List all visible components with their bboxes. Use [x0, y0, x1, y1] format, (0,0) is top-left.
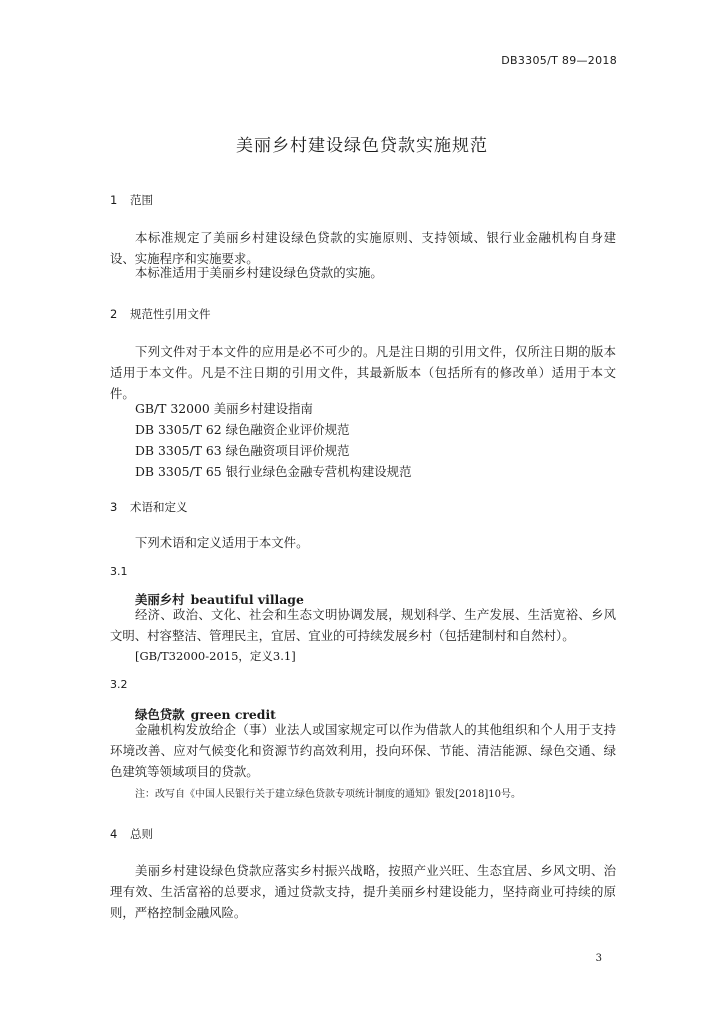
section-title: 规范性引用文件 — [130, 307, 211, 321]
section-1-paragraph: 本标准规定了美丽乡村建设绿色贷款的实施原则、支持领域、银行业金融机构自身建设、实施程序和实施要求。 — [110, 230, 616, 266]
standard-code: DB3305/T 89—2018 — [501, 54, 617, 67]
term-en: green credit — [190, 707, 276, 722]
section-2-heading — [110, 306, 211, 322]
term-zh: 绿色贷款 — [135, 707, 185, 722]
section-title: 总则 — [130, 827, 153, 841]
section-title: 范围 — [130, 193, 153, 207]
reference-item: GB/T 32000 美丽乡村建设指南 — [135, 401, 313, 416]
term-definition: 经济、政治、文化、社会和生态文明协调发展，规划科学、生产发展、生活宽裕、乡风文明、村容整洁、管理民主，宜居、宜业的可持续发展乡村（包括建制村和自然村）。 — [110, 607, 616, 643]
document-title: 美丽乡村建设绿色贷款实施规范 — [236, 136, 488, 156]
section-4-heading — [110, 826, 153, 842]
term-en: beautiful village — [190, 592, 304, 607]
section-number: 2 — [110, 307, 118, 321]
term-number: 3.1 — [110, 565, 128, 578]
section-title: 术语和定义 — [130, 500, 188, 514]
term-zh: 美丽乡村 — [135, 592, 185, 607]
page-number: 3 — [595, 953, 602, 964]
section-4-paragraph: 美丽乡村建设绿色贷款应落实乡村振兴战略，按照产业兴旺、生态宜居、乡风文明、治理有效、生活富裕的总要求，通过贷款支持，提升美丽乡村建设能力，坚持商业可持续的原则，严格控制金融风险。 — [110, 863, 616, 920]
reference-item: DB 3305/T 62 绿色融资企业评价规范 — [135, 422, 350, 437]
section-number: 3 — [110, 500, 118, 514]
section-2-paragraph: 下列文件对于本文件的应用是必不可少的。凡是注日期的引用文件，仅所注日期的版本适用于本文件。凡是不注日期的引用文件，其最新版本（包括所有的修改单）适用于本文件。 — [110, 344, 616, 401]
term-definition: 金融机构发放给企（事）业法人或国家规定可以作为借款人的其他组织和个人用于支持环境改善、应对气候变化和资源节约高效利用，投向环保、节能、清洁能源、绿色交通、绿色建筑等领域项目的贷款。 — [110, 722, 616, 779]
section-3-paragraph: 下列术语和定义适用于本文件。 — [135, 535, 309, 550]
term-note: 注：改写自《中国人民银行关于建立绿色贷款专项统计制度的通知》银发[2018]10号。 — [135, 789, 521, 800]
section-number: 1 — [110, 193, 118, 207]
term-number: 3.2 — [110, 678, 128, 691]
term-source: [GB/T32000-2015，定义3.1] — [135, 649, 296, 663]
section-1-heading — [110, 192, 153, 208]
section-1-paragraph: 本标准适用于美丽乡村建设绿色贷款的实施。 — [135, 265, 383, 280]
reference-item: DB 3305/T 63 绿色融资项目评价规范 — [135, 443, 350, 458]
section-3-heading — [110, 499, 188, 515]
section-number: 4 — [110, 827, 118, 841]
reference-item: DB 3305/T 65 银行业绿色金融专营机构建设规范 — [135, 464, 412, 479]
